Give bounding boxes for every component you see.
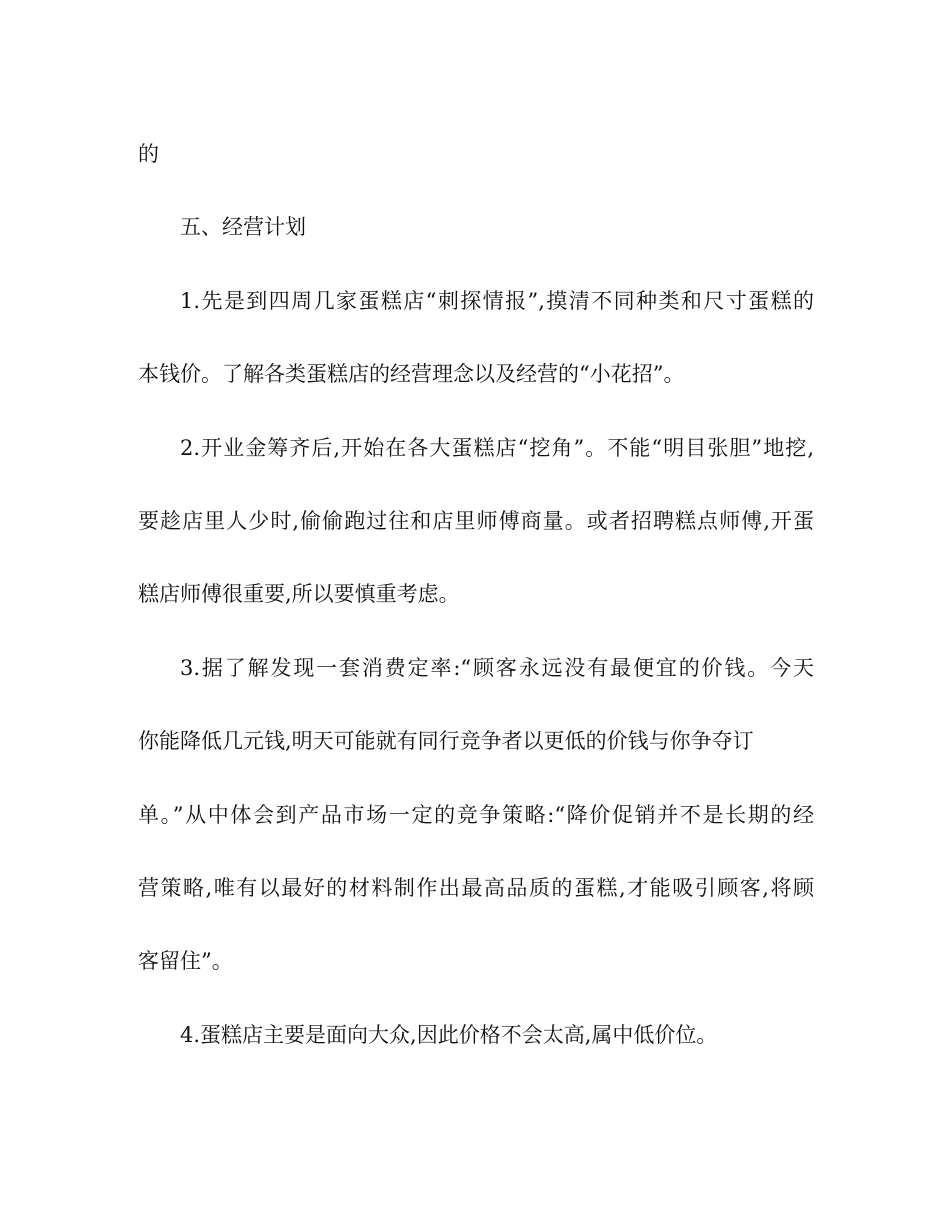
paragraph-1-line-1: 1.先是到四周几家蛋糕店“刺探情报”,摸清不同种类和尺寸蛋糕的 <box>180 288 814 313</box>
paragraph-2-line-3: 糕店师傅很重要,所以要慎重考虑。 <box>138 582 460 607</box>
section-heading: 五、经营计划 <box>180 215 306 240</box>
paragraph-3-line-2: 你能降低几元钱,明天可能就有同行竞争者以更低的价钱与你争夺订 <box>138 729 754 754</box>
paragraph-1-line-2: 本钱价。了解各类蛋糕店的经营理念以及经营的“小花招”。 <box>138 362 685 387</box>
paragraph-2-line-1: 2.开业金筹齐后,开始在各大蛋糕店“挖角”。不能“明目张胆”地挖, <box>180 435 814 460</box>
paragraph-3-line-3: 单。”从中体会到产品市场一定的竞争策略:“降价促销并不是长期的经 <box>138 802 814 827</box>
paragraph-3-line-1: 3.据了解发现一套消费定率:“顾客永远没有最便宜的价钱。今天 <box>180 655 814 680</box>
document-body <box>138 118 814 1072</box>
paragraph-3-line-5: 客留住”。 <box>138 949 233 974</box>
paragraph-4-line-1: 4.蛋糕店主要是面向大众,因此价格不会太高,属中低价位。 <box>180 1022 718 1047</box>
text-line-continuation: 的 <box>138 142 159 166</box>
paragraph-3-line-4: 营策略,唯有以最好的材料制作出最高品质的蛋糕,才能吸引顾客,将顾 <box>138 875 814 900</box>
paragraph-2-line-2: 要趁店里人少时,偷偷跑过往和店里师傅商量。或者招聘糕点师傅,开蛋 <box>138 508 814 533</box>
